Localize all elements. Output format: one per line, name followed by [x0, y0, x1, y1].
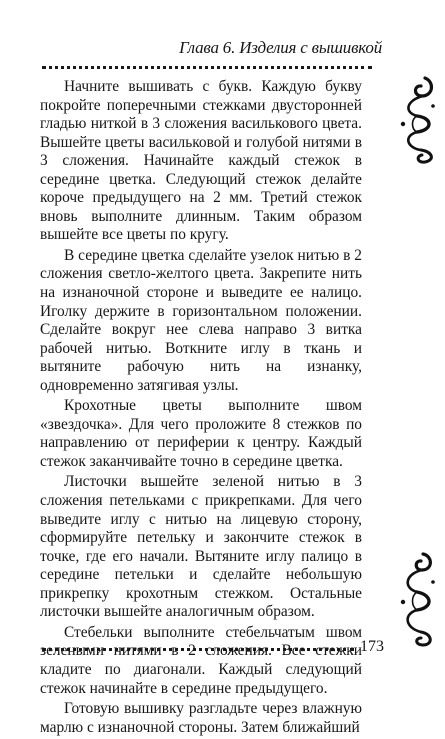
scroll-ornament-top-icon	[395, 72, 441, 164]
paragraph: Готовую вышивку разгладьте через влажную марлю с изнаночной стороны. Затем ближайший	[40, 700, 362, 736]
paragraph: В середине цветка сделайте узелок нитью в 2 сложения светло-желтого цвета. Закрепите нить на изнаночной стороне и выведите ее налицо. Иголку держите в горизонтальном положении. Сделайте вокруг нее слева направо 3 витка рабочей нитью. Воткните иглу в ткань и вытяните рабочую нить на изнанку, одновременно затягивая узлы.	[40, 246, 362, 394]
paragraph: Стебельки выполните стебельчатым швом зелеными нитями в 2 сложения. Все стежки кладите по диагонали. Каждый следующий стежок начинайте в середине предыдущего.	[40, 623, 362, 697]
paragraph: Крохотные цветы выполните швом «звездочка». Для чего проложите 8 стежков по направлению от периферии к центру. Каждый стежок заканчивайте точно в середине цветка.	[40, 397, 362, 470]
page-number: 173	[360, 638, 384, 655]
scroll-ornament-bottom-icon	[395, 548, 441, 648]
footer-dotted-rule	[42, 648, 354, 651]
paragraph: Листочки вышейте зеленой нитью в 3 сложения петельками с прикрепками. Для чего выведите иглу с нитью на лицевую сторону, сформируйте петельку и закончите стежок в точке, где его начали. Вытяните иглу палицо в середине петельки и сделайте небольшую прикрепку крохотным стежком. Остальные листочки вышейте аналогичным образом.	[40, 473, 362, 621]
body-text	[40, 78, 362, 739]
header-dotted-rule	[42, 66, 372, 69]
paragraph: Начните вышивать с букв. Каждую букву покройте поперечными стежками двусторонней гладью ниткой в 3 сложения василькового цвета. Вышейте цветы васильковой и голубой нитями в 3 сложения. Начинайте каждый стежок в середине цветка. Следующий стежок делайте короче предыдущего на 2 мм. Третий стежок вновь выполните длинным. Таким образом вышейте все цветы по кругу.	[40, 78, 362, 244]
running-header: Глава 6. Изделия с вышивкой	[179, 38, 382, 57]
